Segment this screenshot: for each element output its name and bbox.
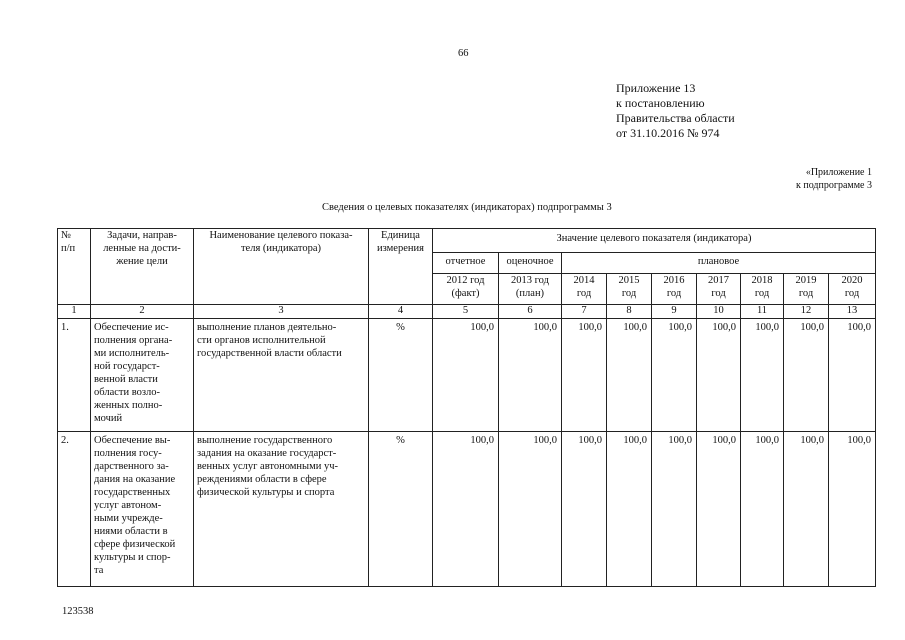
- row-value: 100,0: [499, 319, 562, 432]
- appendix-line: Приложение 13: [616, 81, 696, 95]
- header-year: 2020 год: [829, 274, 876, 305]
- row-num: 1.: [58, 319, 91, 432]
- header-year: 2016 год: [652, 274, 697, 305]
- header-tasks: Задачи, направ- ленные на дости- жение цели: [91, 229, 194, 305]
- row-value: 100,0: [697, 432, 741, 587]
- row-value: 100,0: [433, 319, 499, 432]
- sub-appendix-line: «Приложение 1: [805, 167, 872, 178]
- row-indicator: выполнение государственного задания на оказание государст- венных услуг автономными уч- реждениями области в сфере физической культуры и спорта: [194, 432, 369, 587]
- row-value: 100,0: [652, 319, 697, 432]
- indicators-table: [57, 228, 876, 587]
- header-year: 2015 год: [607, 274, 652, 305]
- row-value: 100,0: [433, 432, 499, 587]
- column-number: 2: [91, 305, 194, 319]
- table-caption: Сведения о целевых показателях (индикаторах) подпрограммы 3: [322, 202, 612, 213]
- column-number: 5: [433, 305, 499, 319]
- row-value: 100,0: [652, 432, 697, 587]
- page-number: 66: [458, 48, 469, 59]
- header-year: 2017 год: [697, 274, 741, 305]
- appendix-line: от 31.10.2016 № 974: [616, 126, 720, 140]
- row-value: 100,0: [741, 319, 784, 432]
- row-value: 100,0: [829, 319, 876, 432]
- row-num: 2.: [58, 432, 91, 587]
- column-number: 10: [697, 305, 741, 319]
- header-reported: отчетное: [433, 253, 499, 274]
- row-task: Обеспечение вы- полнения госу- дарственного за- дания на оказание государственных услуг автоном- ными учрежде- ниями области в сфере физической культуры и спор- та: [91, 432, 194, 587]
- row-task: Обеспечение ис- полнения органа- ми исполнитель- ной государст- венной власти области возло- женных полно- мочий: [91, 319, 194, 432]
- column-number: 6: [499, 305, 562, 319]
- header-num: № п/п: [58, 229, 91, 305]
- header-value-group: Значение целевого показателя (индикатора): [433, 229, 876, 253]
- appendix-line: к постановлению: [616, 96, 705, 110]
- row-value: 100,0: [607, 432, 652, 587]
- column-number: 11: [741, 305, 784, 319]
- sub-appendix-header: [796, 166, 872, 192]
- header-year: 2013 год (план): [499, 274, 562, 305]
- column-number: 9: [652, 305, 697, 319]
- header-year: 2012 год (факт): [433, 274, 499, 305]
- header-planned: плановое: [562, 253, 876, 274]
- row-value: 100,0: [741, 432, 784, 587]
- header-estimated: оценочное: [499, 253, 562, 274]
- row-indicator: выполнение планов деятельно- сти органов исполнительной государственной власти области: [194, 319, 369, 432]
- document-code: 123538: [62, 606, 94, 617]
- header-year: 2018 год: [741, 274, 784, 305]
- row-value: 100,0: [607, 319, 652, 432]
- header-indicator: Наименование целевого показа- теля (индикатора): [194, 229, 369, 305]
- header-year: 2014 год: [562, 274, 607, 305]
- column-number: 7: [562, 305, 607, 319]
- header-year: 2019 год: [784, 274, 829, 305]
- row-value: 100,0: [784, 319, 829, 432]
- row-value: 100,0: [784, 432, 829, 587]
- column-number: 4: [369, 305, 433, 319]
- sub-appendix-line: к подпрограмме 3: [796, 180, 872, 191]
- appendix-line: Правительства области: [616, 111, 735, 125]
- table-row: [58, 432, 876, 587]
- row-value: 100,0: [562, 319, 607, 432]
- row-value: 100,0: [829, 432, 876, 587]
- column-number: 8: [607, 305, 652, 319]
- row-value: 100,0: [499, 432, 562, 587]
- row-unit: %: [369, 319, 433, 432]
- row-unit: %: [369, 432, 433, 587]
- appendix-header: [616, 81, 735, 141]
- column-number: 12: [784, 305, 829, 319]
- row-value: 100,0: [697, 319, 741, 432]
- column-number: 3: [194, 305, 369, 319]
- table-row: [58, 319, 876, 432]
- row-value: 100,0: [562, 432, 607, 587]
- header-unit: Единица измерения: [369, 229, 433, 305]
- column-number: 1: [58, 305, 91, 319]
- column-number: 13: [829, 305, 876, 319]
